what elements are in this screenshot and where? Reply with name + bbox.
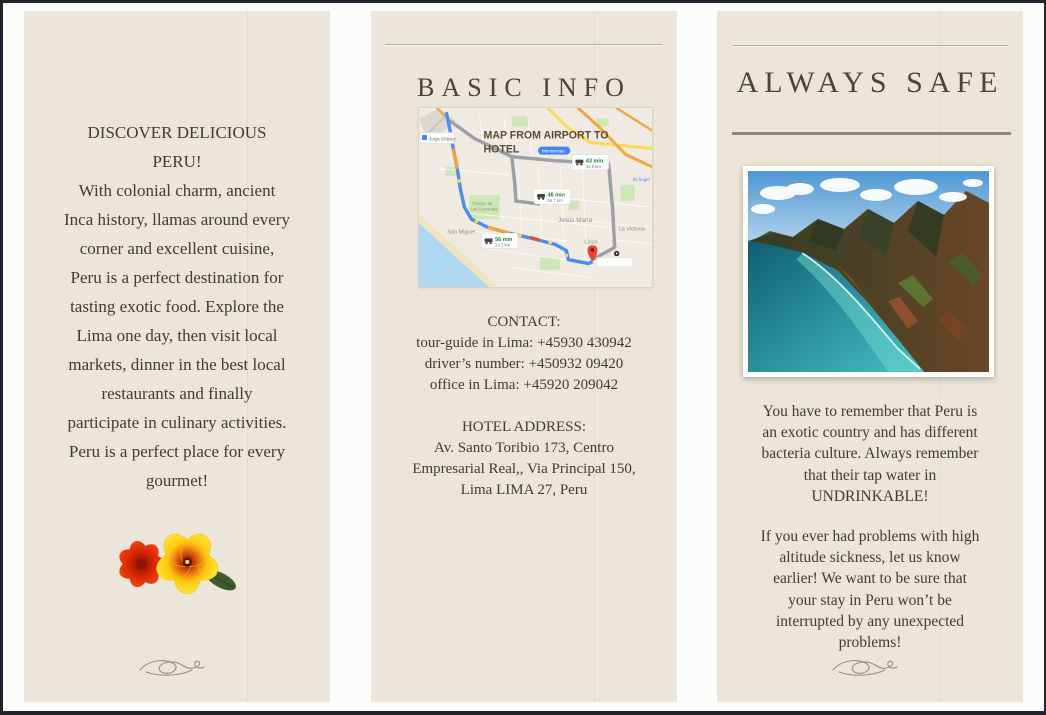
panel-discover-peru [24,11,330,702]
thick-divider-rule [732,132,1011,135]
svg-text:Lince: Lince [584,239,598,246]
hotel-heading: HOTEL ADDRESS: [461,419,587,435]
safety-paragraph-2 [717,526,1023,653]
hotel-address-block [371,417,677,501]
badge-46min [534,189,570,204]
svg-text:HOTEL: HOTEL [483,143,520,156]
safety-para1-lines: You have to remember that Peru is an exotic country and has different bacteria culture. Always remember that their tap water in UNDRINKABLE! [761,403,979,505]
el-angel-label: El Ángel [632,176,650,182]
page-border-bottom [0,711,1046,715]
yellow-hibiscus-icon [153,528,222,593]
hotel-address-lines: Av. Santo Toribio 173, Centro Empresarial Real,, Via Principal 150, Lima LIMA 27, Peru [412,440,636,498]
safety-para2-lines: If you ever had problems with high altitude sickness, let us know earlier! We want to be sure that your stay in Peru won’t be interrupted by any unexpected problems! [760,528,980,652]
svg-text:16.7 km: 16.7 km [547,198,563,204]
flourish-ornament-icon [829,653,909,681]
svg-text:Parque de: Parque de [472,201,493,207]
flourish-ornament-icon [136,653,216,681]
panel-basic-info [371,11,677,702]
svg-text:56 min: 56 min [495,236,513,243]
divider-rule [385,44,662,45]
route-map-image [419,108,652,287]
discover-heading: DISCOVER DELICIOUS PERU! [87,123,267,171]
svg-text:14.3 km: 14.3 km [495,242,511,248]
coastline-photo [743,166,994,377]
contact-heading: CONTACT: [487,314,561,330]
svg-text:Jesús María: Jesús María [558,217,593,225]
svg-text:Monserrate: Monserrate [542,148,565,154]
page-border-left [0,0,3,715]
badge-43min [572,155,608,170]
page-border-top [0,0,1046,3]
discover-text-block [24,118,330,495]
panel-always-safe [717,11,1023,702]
hibiscus-flowers-illustration [106,521,246,605]
svg-text:16.9 km: 16.9 km [585,163,601,169]
safety-paragraph-1 [717,401,1023,507]
svg-text:Las Leyendas: Las Leyendas [470,206,498,212]
svg-text:Jorge Chávez: Jorge Chávez [429,136,456,142]
basic-info-title: BASIC INFO [417,73,631,102]
airport-label-pill [420,132,456,143]
svg-text:46 min: 46 min [547,192,565,199]
divider-rule [733,45,1008,46]
monserrate-pill [538,147,570,155]
contact-block [371,312,677,396]
svg-text:San Miguel: San Miguel [447,229,475,236]
badge-56min [482,233,518,248]
contact-lines: tour-guide in Lima: +45930 430942 driver’s number: +450932 09420 office in Lima: +45920 209042 [416,335,632,393]
always-safe-title: ALWAYS SAFE [736,66,1004,99]
discover-body: With colonial charm, ancient Inca history, llamas around every corner and excellent cuisine, Peru is a perfect destination for tasting exotic food. Explore the Lima one day, then visit local markets, dinner in the best local restaurants and finally participate in culinary activities. Peru is a perfect place for every gourmet! [64,181,290,490]
svg-text:MAP FROM AIRPORT TO: MAP FROM AIRPORT TO [483,129,609,142]
svg-text:La Victoria: La Victoria [618,226,645,233]
svg-text:43 min: 43 min [585,158,604,165]
destination-label-pill [597,258,633,267]
